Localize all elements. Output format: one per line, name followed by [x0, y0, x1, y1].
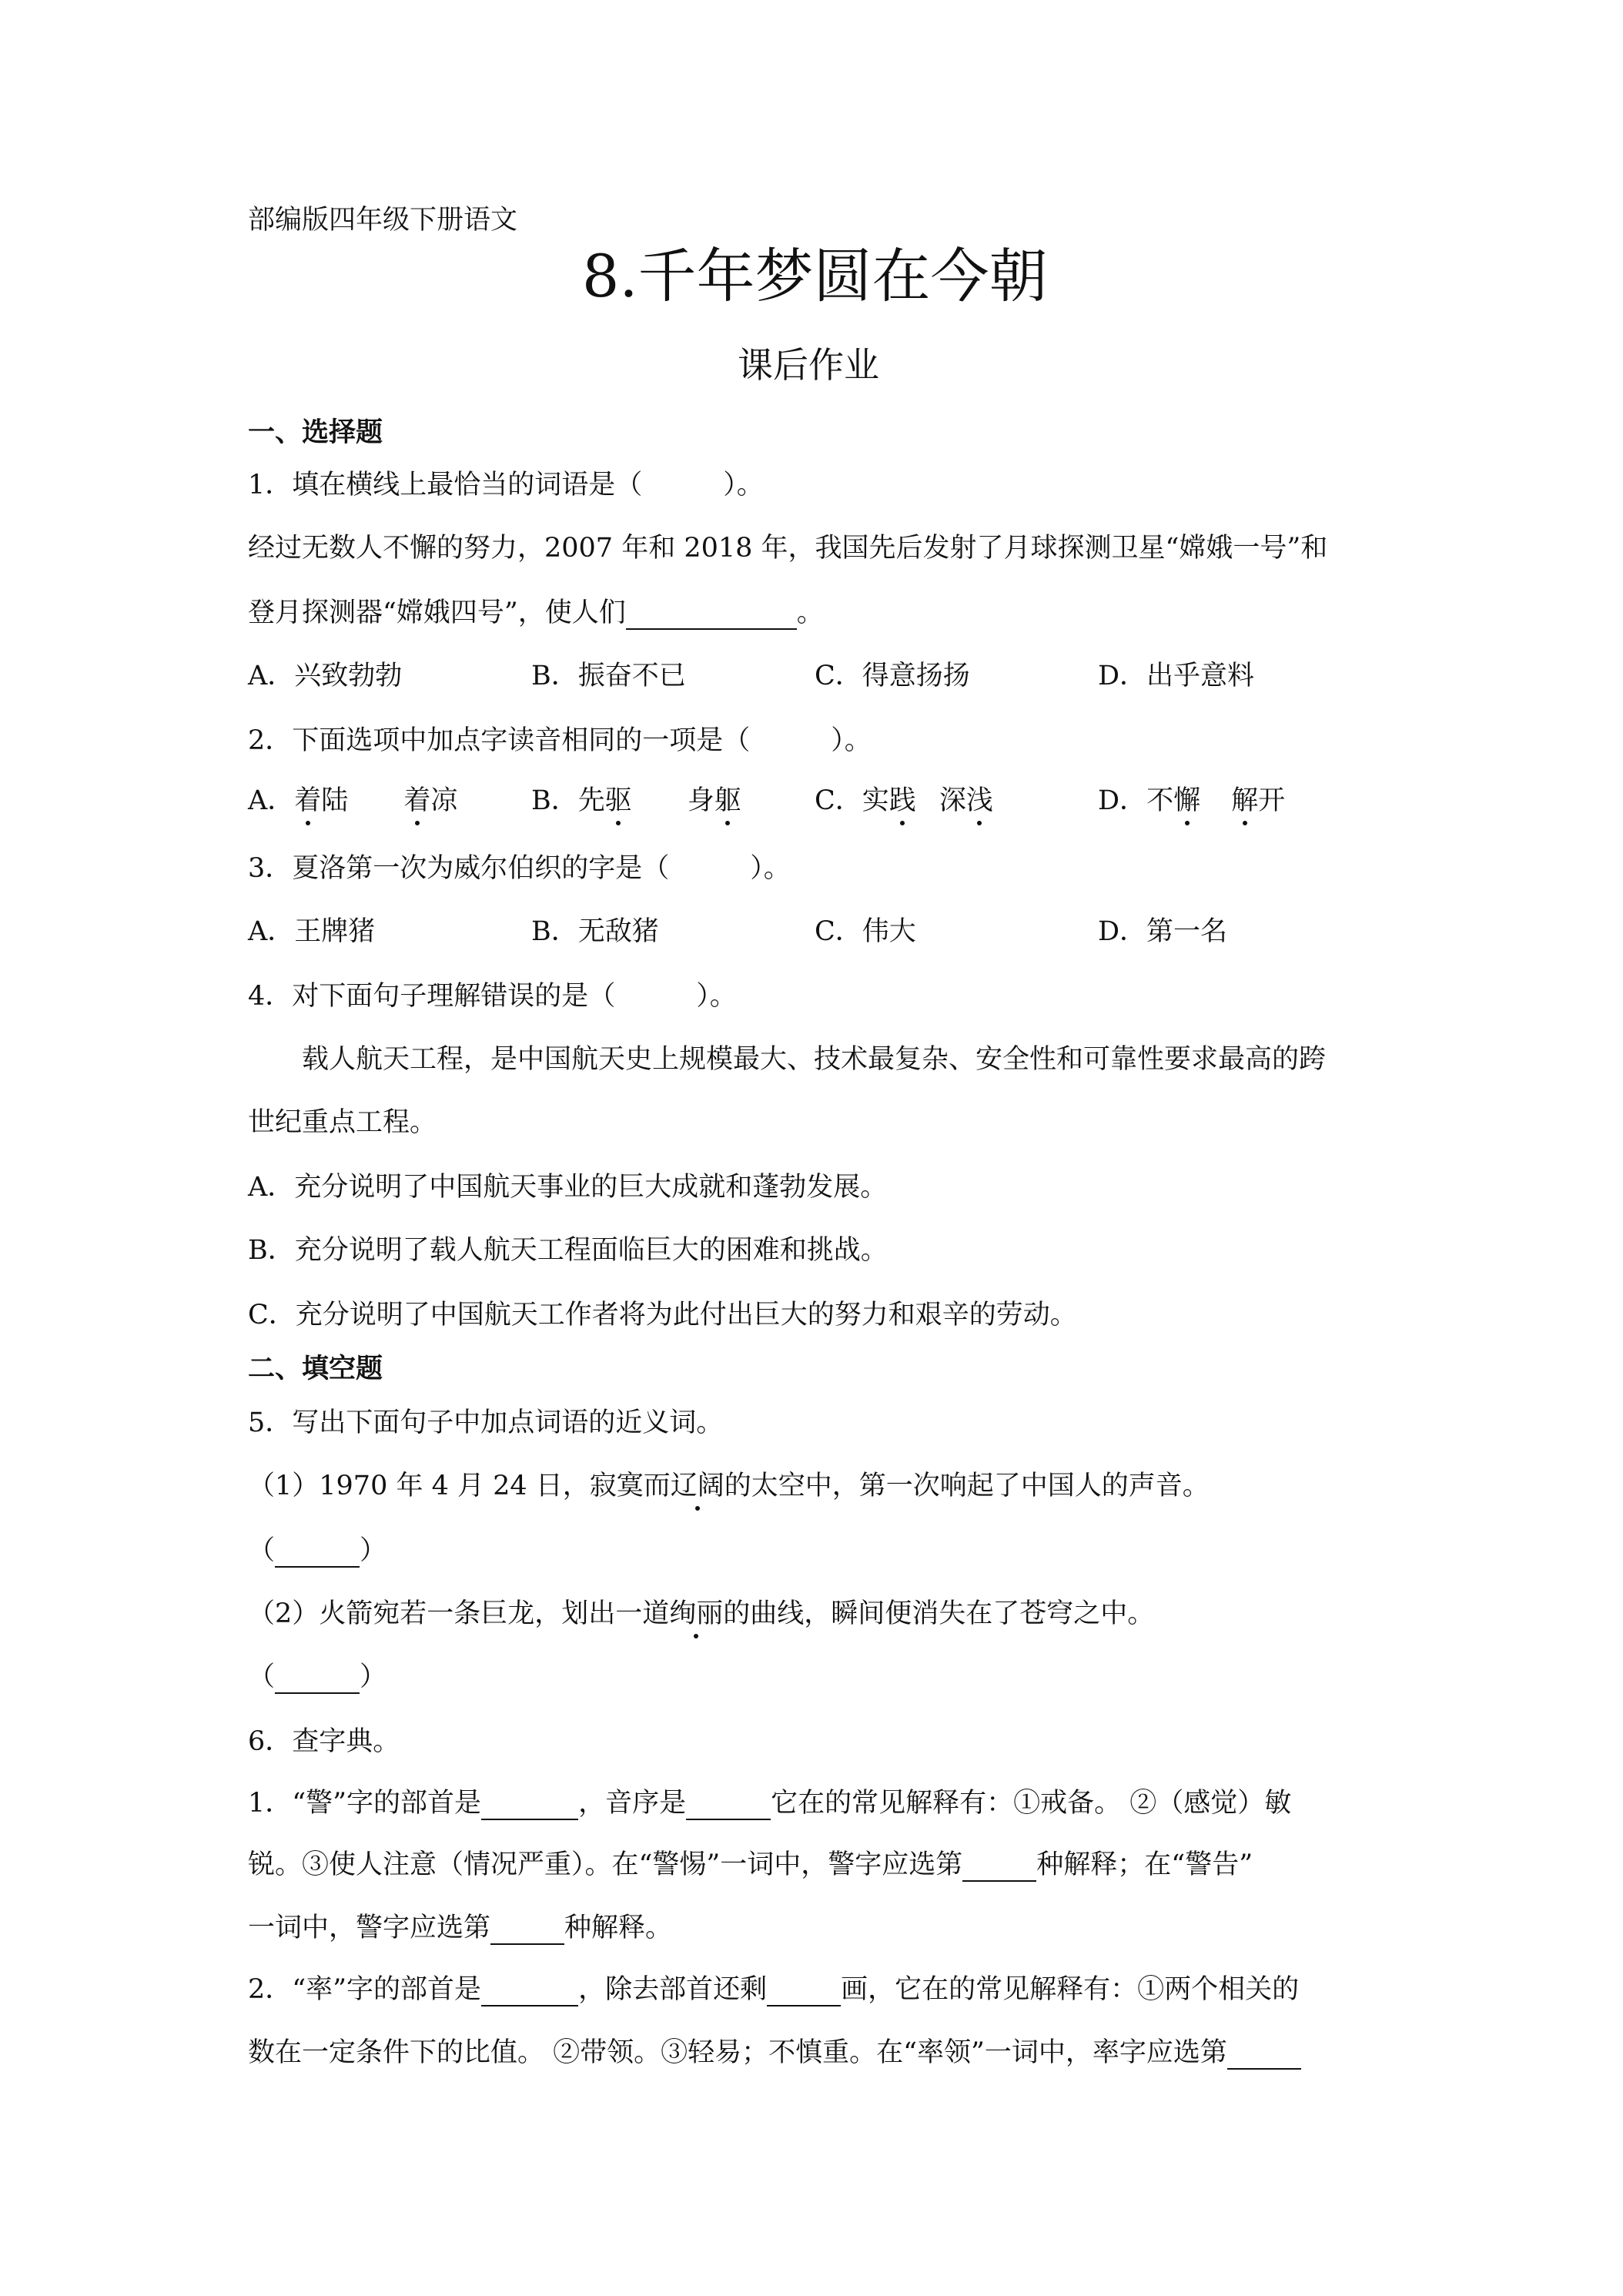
q6-item2-line2: [248, 2036, 1301, 2070]
page-title: 8.千年梦圆在今朝: [582, 242, 1048, 310]
q4-option-c[interactable]: C．充分说明了中国航天工作者将为此付出巨大的努力和艰辛的劳动。: [248, 1300, 1077, 1330]
q6-i1-l1-a: 1．“警”字的部首是: [248, 1788, 482, 1819]
q6-i1-l3-b: 种解释。: [564, 1913, 673, 1943]
page-subtitle: 课后作业: [738, 344, 879, 386]
q2-a-word1-dotted: 着: [294, 785, 322, 816]
q5-s1-dotted-word: [671, 1471, 724, 1501]
q2-option-c[interactable]: [815, 784, 993, 818]
q4-stem: 4．对下面句子理解错误的是（ ）。: [248, 981, 737, 1012]
q1-text-line1: 经过无数人不懈的努力，2007 年和 2018 年，我国先后发射了月球探测卫星“嫦娥一号”和: [248, 533, 1328, 564]
q4-passage-line2: 世纪重点工程。: [248, 1107, 437, 1138]
q5-a2-close: ）: [360, 1662, 387, 1692]
q6-i1-radical-blank[interactable]: [481, 1791, 578, 1820]
q2-a-word1-post: 陆: [321, 785, 349, 816]
q2-stem: 2．下面选项中加点字读音相同的一项是（ ）。: [248, 725, 872, 756]
q1-text-line2: [248, 596, 824, 630]
q6-i1-jingti-blank[interactable]: [962, 1853, 1036, 1882]
section-heading-choice: 一、选择题: [248, 417, 383, 448]
q5-s2-dotted-text: 绚丽: [669, 1598, 724, 1629]
q1-option-a[interactable]: A．兴致勃勃: [248, 661, 403, 691]
q6-i1-l2-a: 锐。③使人注意（情况严重）。在“警惕”一词中，警字应选第: [248, 1849, 963, 1880]
q2-b-word1-pre: 先: [577, 785, 605, 816]
q2-c-word1-pre: 实: [862, 785, 889, 816]
q2-c-word1-dotted: 践: [888, 785, 916, 816]
q2-a-word2-post: 凉: [430, 785, 458, 816]
q2-c-word2-pre: 深: [939, 785, 966, 816]
q2-c-word2-dotted: 浅: [965, 785, 993, 816]
q5-answer2: [248, 1660, 387, 1694]
q3-option-a[interactable]: A．王牌猪: [248, 916, 376, 947]
q2-option-b[interactable]: [531, 784, 741, 818]
q6-i2-l1-a: 2．“率”字的部首是: [248, 1974, 482, 2005]
q1-text-line2-start: 登月探测器“嫦娥四号”，使人们: [248, 597, 626, 628]
q5-stem: 5．写出下面句子中加点词语的近义词。: [248, 1407, 724, 1438]
q5-sentence1: [248, 1469, 1210, 1503]
q6-i2-shuailing-blank[interactable]: [1227, 2040, 1301, 2070]
q6-item1-line1: [248, 1786, 1291, 1820]
q4-passage-line1: 载人航天工程，是中国航天史上规模最大、技术最复杂、安全性和可靠性要求最高的跨: [302, 1044, 1327, 1075]
q5-s1-start: （1）1970 年 4 月 24 日，寂寞而: [248, 1471, 671, 1501]
q1-answer-blank[interactable]: [626, 601, 797, 630]
q1-text-line2-end: 。: [796, 597, 824, 628]
q6-i1-jinggao-blank[interactable]: [490, 1916, 564, 1945]
q2-d-word1-dotted: 懈: [1173, 785, 1201, 816]
q6-i2-l1-c: 画，它在的常见解释有：①两个相关的: [841, 1974, 1300, 2005]
section-heading-fill: 二、填空题: [248, 1354, 383, 1384]
q5-answer1-blank[interactable]: [275, 1538, 360, 1568]
q2-option-d[interactable]: [1098, 784, 1285, 818]
q2-b-word2-dotted: 躯: [714, 785, 741, 816]
q6-i1-l2-b: 种解释；在“警告”: [1036, 1849, 1253, 1880]
q3-stem: 3．夏洛第一次为威尔伯织的字是（ ）。: [248, 853, 791, 884]
q4-option-a[interactable]: A．充分说明了中国航天事业的巨大成就和蓬勃发展。: [248, 1172, 888, 1203]
q3-option-b[interactable]: B．无敌猪: [531, 916, 659, 947]
q5-answer2-blank[interactable]: [275, 1665, 360, 1694]
q2-d-word1-pre: 不: [1146, 785, 1174, 816]
q1-option-c[interactable]: C．得意扬扬: [815, 661, 970, 691]
q2-option-a[interactable]: [248, 784, 457, 818]
q3-option-c[interactable]: C．伟大: [815, 916, 916, 947]
series-label: 部编版四年级下册语文: [248, 205, 518, 236]
q2-b-word1-dotted: 驱: [604, 785, 632, 816]
q2-option-c-prefix: C．: [815, 785, 862, 816]
q6-stem: 6．查字典。: [248, 1726, 400, 1757]
q6-i2-radical-blank[interactable]: [481, 1977, 578, 2006]
q6-item1-line2: [248, 1848, 1253, 1882]
q2-a-word2-dotted: 着: [403, 785, 431, 816]
q3-option-d[interactable]: D．第一名: [1098, 916, 1228, 947]
q5-a1-open: （: [248, 1535, 276, 1566]
q2-option-a-prefix: A．: [248, 785, 295, 816]
q1-option-b[interactable]: B．振奋不已: [531, 661, 686, 691]
q5-s1-end: 的太空中，第一次响起了中国人的声音。: [724, 1471, 1210, 1501]
q2-option-d-prefix: D．: [1098, 785, 1147, 816]
q5-s2-start: （2）火箭宛若一条巨龙，划出一道: [248, 1598, 670, 1629]
q2-d-word2-dotted: 解: [1231, 785, 1259, 816]
q6-i1-l3-a: 一词中，警字应选第: [248, 1913, 491, 1943]
q6-i1-l1-b: ，音序是: [578, 1788, 687, 1819]
q5-answer1: [248, 1534, 387, 1568]
q6-i2-l2-a: 数在一定条件下的比值。 ②带领。③轻易；不慎重。在“率领”一词中，率字应选第: [248, 2037, 1227, 2068]
q5-s1-dotted-text: 辽阔: [670, 1471, 724, 1501]
q6-i2-l1-b: ，除去部首还剩: [578, 1974, 768, 2005]
q5-a1-close: ）: [360, 1535, 387, 1566]
q6-i1-sequence-blank[interactable]: [686, 1791, 771, 1820]
q1-stem: 1．填在横线上最恰当的词语是（ ）。: [248, 470, 764, 500]
q4-option-b[interactable]: B．充分说明了载人航天工程面临巨大的困难和挑战。: [248, 1235, 888, 1266]
q5-a2-open: （: [248, 1662, 276, 1692]
q2-b-word2-pre: 身: [687, 785, 714, 816]
q2-d-word2-post: 开: [1258, 785, 1286, 816]
q5-s2-end: 的曲线，瞬间便消失在了苍穹之中。: [723, 1598, 1155, 1629]
q2-option-b-prefix: B．: [531, 785, 578, 816]
q6-item1-line3: [248, 1911, 672, 1945]
q6-i1-l1-c: 它在的常见解释有：①戒备。 ②（感觉）敏: [771, 1788, 1292, 1819]
q6-i2-strokes-blank[interactable]: [767, 1977, 841, 2006]
q6-item2-line1: [248, 1973, 1299, 2006]
q1-option-d[interactable]: D．出乎意料: [1098, 661, 1255, 691]
q5-sentence2: [248, 1597, 1154, 1631]
